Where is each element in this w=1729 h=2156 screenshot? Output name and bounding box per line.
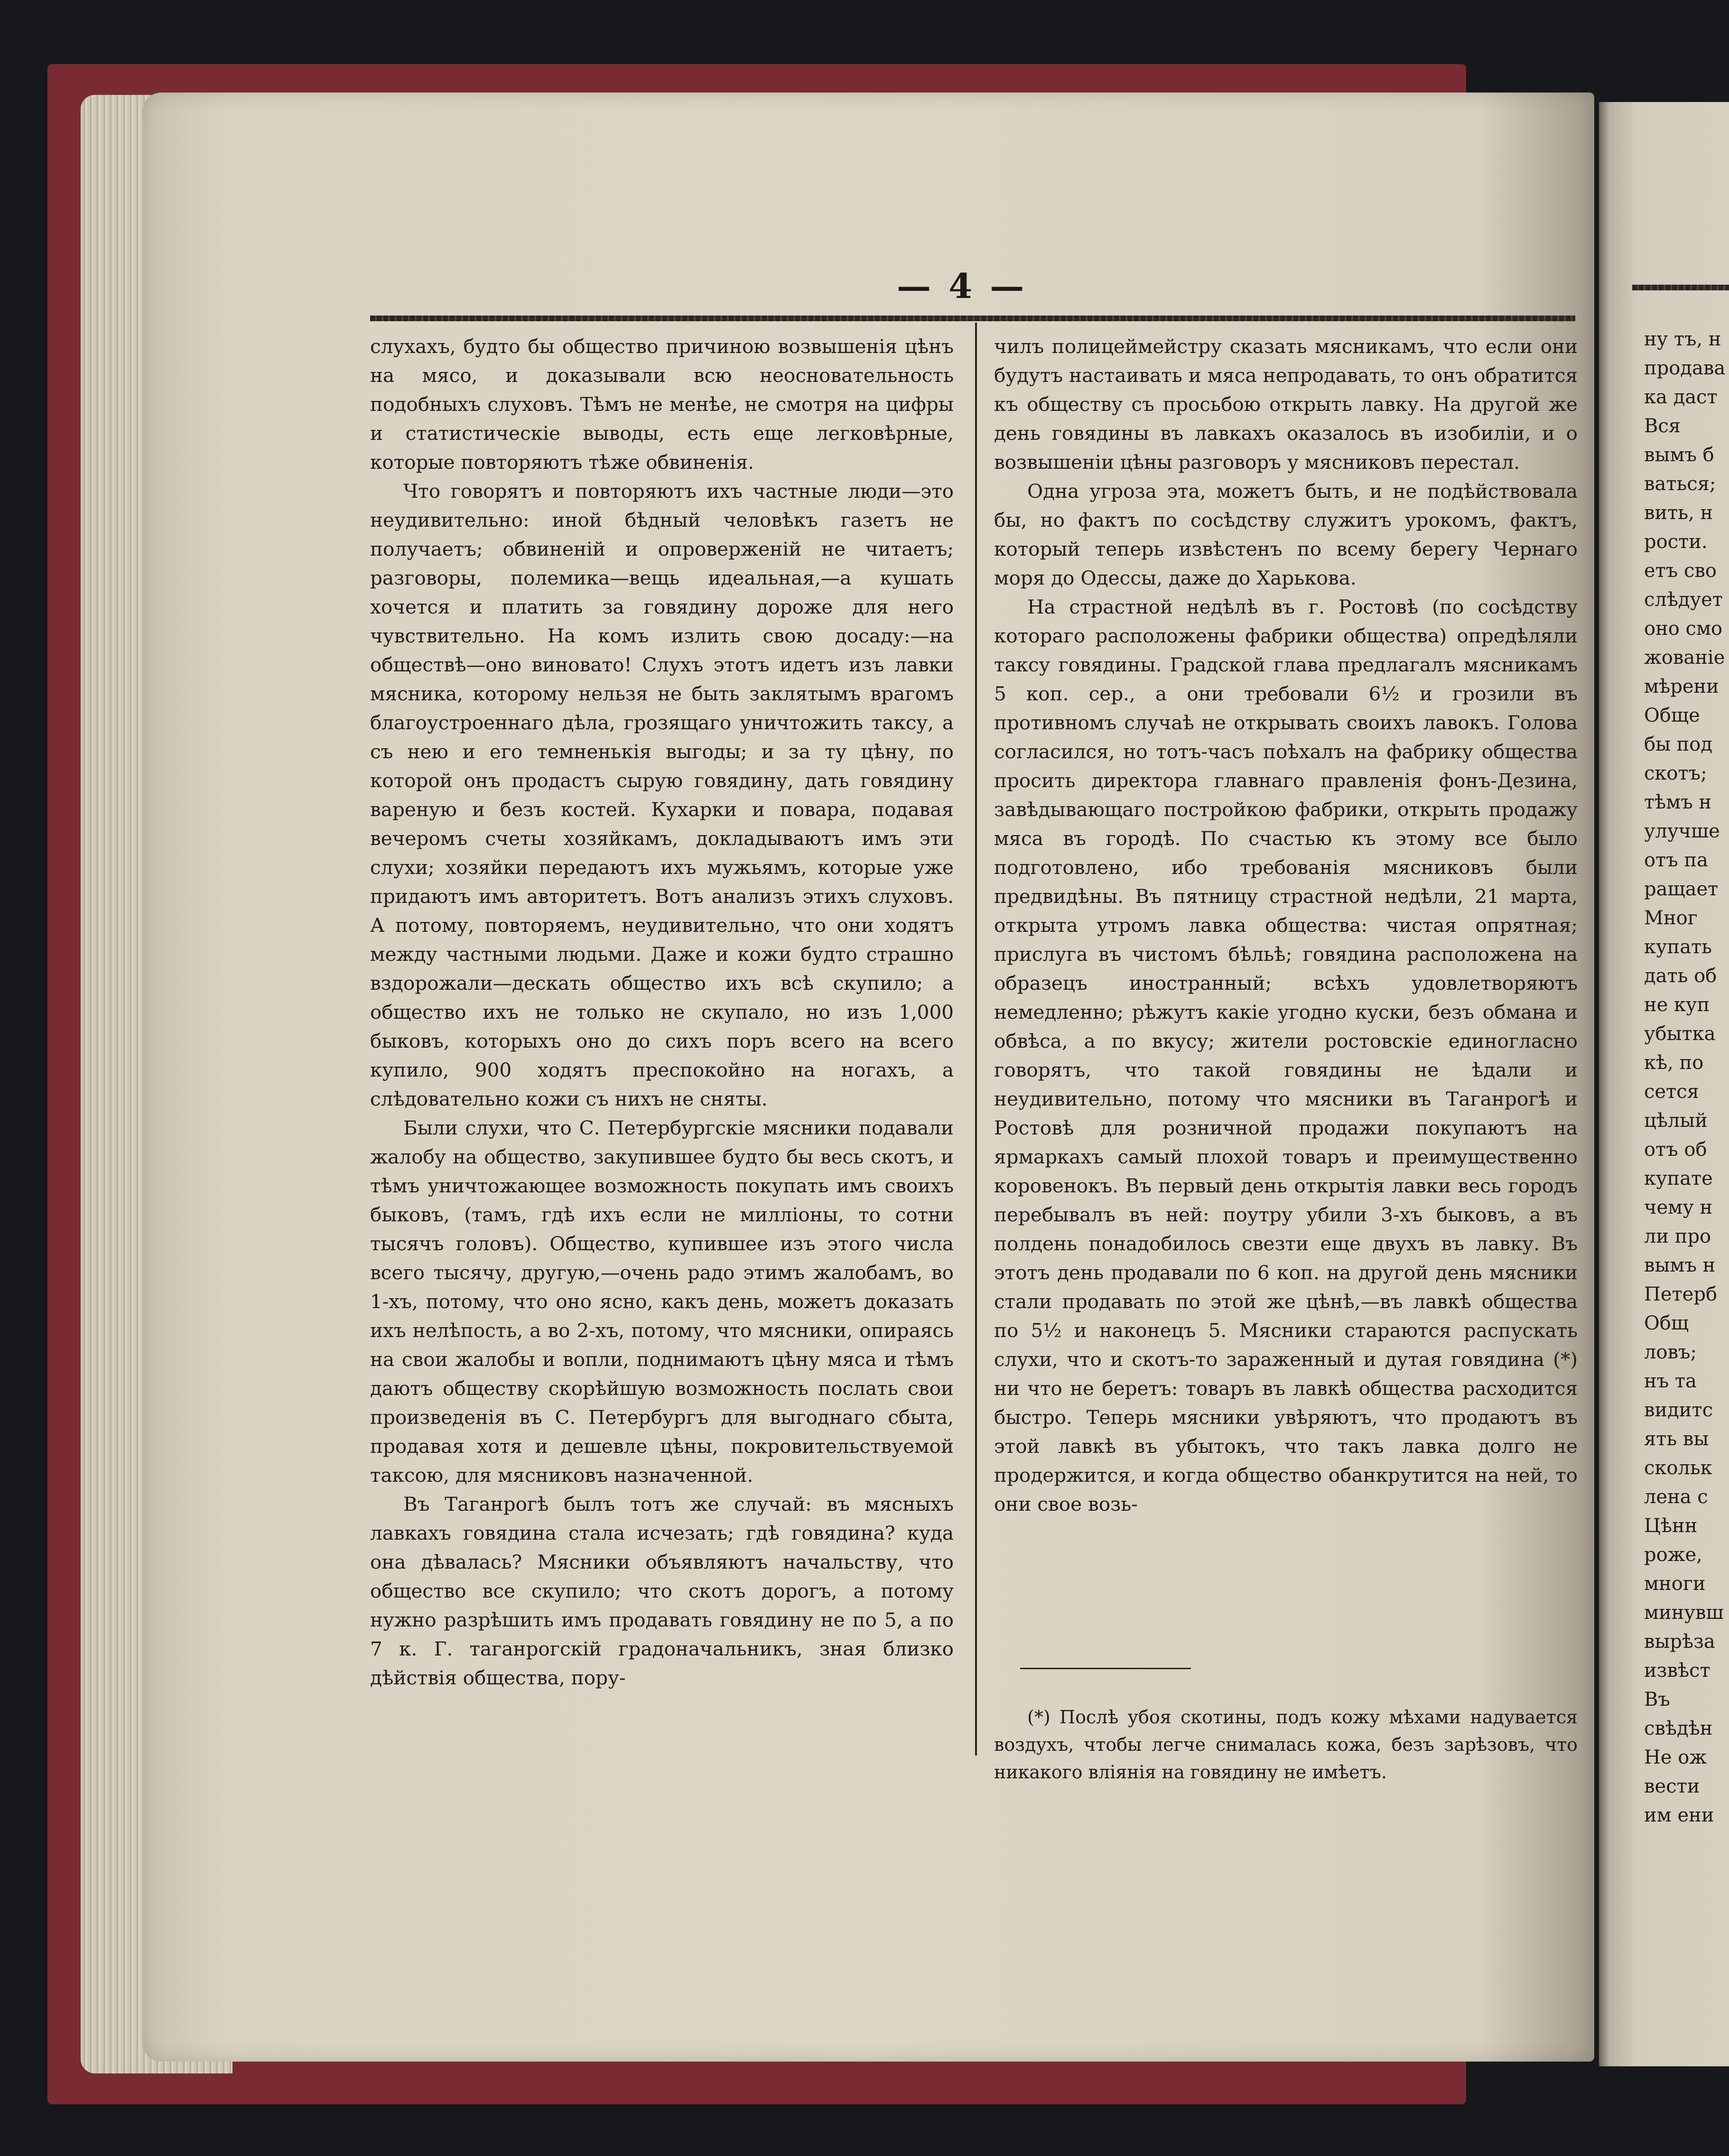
paragraph: Въ Таганрогѣ былъ тотъ же случай: въ мясныхъ лавкахъ говядина стала исчезать; гдѣ говядина? куда она дѣвалась? Мясники объявляютъ начальству, что общество все скупило; что скотъ дорогъ, а потому нужно разрѣшить имъ продавать говядину не по 5, а по 7 к. Г. таганрогскій градоначальникъ, зная близко дѣйствія общества, пору- xyxy=(370,1493,954,1689)
right-page-line: сется xyxy=(1644,1081,1699,1103)
right-page-line: жованіе xyxy=(1644,647,1725,669)
right-page-rule xyxy=(1632,285,1729,290)
header-rule xyxy=(370,316,1575,321)
right-column xyxy=(994,332,1578,1519)
right-page-line: чему н xyxy=(1644,1197,1713,1218)
right-page-line: Въ xyxy=(1644,1689,1670,1710)
right-page-line: скотъ; xyxy=(1644,762,1707,784)
right-page-line: мѣрени xyxy=(1644,676,1719,697)
right-page-line: продава xyxy=(1644,357,1726,379)
right-page-line: слѣдует xyxy=(1644,589,1723,611)
right-page-line: ловъ; xyxy=(1644,1341,1697,1363)
paragraph: Что говорятъ и повторяютъ ихъ частные люди—это неудивительно: иной бѣдный человѣкъ газетъ не получаетъ; обвиненій и опроверженій не читаетъ; разговоры, полемика—вещь идеальная,—а кушать хочется и платить за говядину дороже для него чувствительно. На комъ излить свою досаду:—на обществѣ—оно виновато! Слухъ этотъ идетъ изъ лавки мясника, которому нельзя не быть заклятымъ врагомъ благоустроеннаго дѣла, грозящаго уничтожить таксу, а съ нею и его темненькія выгоды; и за ту цѣну, по которой онъ продастъ сырую говядину, дать говядину вареную и безъ костей. Кухарки и повара, подавая вечеромъ счеты хозяйкамъ, докладываютъ имъ эти слухи; хозяйки передаютъ ихъ мужьямъ, которые уже придаютъ имъ авторитетъ. Вотъ анализъ этихъ слуховъ. А потому, повторяемъ, неудивительно, что они ходятъ между частными людьми. Даже и кожи будто страшно вздорожали—дескать общество ихъ всѣ скупило; а общество ихъ не только не скупало, но изъ 1,000 быковъ, которыхъ оно до сихъ поръ всего на всего купило, 900 ходятъ преспокойно на ногахъ, а слѣдовательно кожи съ нихъ не сняты. xyxy=(370,480,954,1110)
paragraph: На страстной недѣлѣ въ г. Ростовѣ (по сосѣдству котораго расположены фабрики общества) опредѣляли таксу говядины. Градской глава предлагалъ мясникамъ 5 коп. сер., а они требовали 6½ и грозили въ противномъ случаѣ не открывать своихъ лавокъ. Голова согласился, но тотъ-часъ поѣхалъ на фабрику общества просить директора главнаго правленія фонъ-Дезина, завѣдывающаго постройкою фабрики, открыть продажу мяса въ городѣ. По счастью къ этому все было подготовлено, ибо требованія мясниковъ были предвидѣны. Въ пятницу страстной недѣли, 21 марта, открыта утромъ лавка общества: чистая опрятная; прислуга въ чистомъ бѣльѣ; говядина расположена на образецъ иностранный; всѣхъ удовлетворяютъ немедленно; рѣжутъ какіе угодно куски, безъ обмана и обвѣса, а по вкусу; жители ростовскіе единогласно говорятъ, что такой говядины не ѣдали и неудивительно, потому что мясники въ Таганрогѣ и Ростовѣ для розничной продажи покупаютъ на ярмаркахъ самый плохой товаръ и преимущественно коровенокъ. Въ первый день открытія лавки весь городъ перебывалъ въ ней: поутру убили 3-хъ быковъ, а въ полдень понадобилось свезти еще двухъ въ лавку. Въ этотъ день продавали по 6 коп. на другой день мясники стали продавать по этой же цѣнѣ,—въ лавкѣ общества по 5½ и наконецъ 5. Мясники стараются распускать слухи, что и скотъ-то зараженный и дутая говядина (*) ни что не беретъ: товаръ въ лавкѣ общества расходится быстро. Теперь мясники увѣряютъ, что продаютъ въ этой лавкѣ въ убытокъ, что такъ лавка долго не продержится, и когда общество обанкрутится на ней, то они свое возь- xyxy=(994,595,1578,1515)
right-page-line: отъ об xyxy=(1644,1139,1707,1161)
right-page-line: многи xyxy=(1644,1573,1706,1595)
footnote: (*) Послѣ убоя скотины, подъ кожу мѣхами надувается воздухъ, чтобы легче снималась кожа, безъ зарѣзовъ, что никакого вліянія на говядину не имѣетъ. xyxy=(994,1707,1578,1783)
right-page-line: ну тъ, н xyxy=(1644,328,1721,350)
right-page-line: не куп xyxy=(1644,994,1710,1016)
paragraph: чилъ полицеймейстру сказать мясникамъ, что если они будутъ настаивать и мяса непродавать, то онъ обратится къ обществу съ просьбою открыть лавку. На другой же день говядины въ лавкахъ оказалось въ изобиліи, и о возвышеніи цѣны разговоръ у мясниковъ перестал. xyxy=(994,335,1578,474)
right-page-line: Обще xyxy=(1644,705,1700,726)
right-page-line: роже, xyxy=(1644,1544,1702,1566)
right-page-partial xyxy=(1599,102,1729,2066)
right-page-line: улучше xyxy=(1644,820,1720,842)
right-page-line: отъ па xyxy=(1644,849,1708,871)
right-page-line: цѣлый xyxy=(1644,1110,1708,1132)
right-page-line: свѣдѣн xyxy=(1644,1718,1713,1739)
paragraph: Были слухи, что С. Петербургскіе мясники подавали жалобу на общество, закупившее будто бы весь скотъ, и тѣмъ уничтожающее возможность покупать имъ своихъ быковъ, (тамъ, гдѣ ихъ если не милліоны, то сотни тысячъ головъ). Общество, купившее изъ этого числа всего тысячу, другую,—очень радо этимъ жалобамъ, во 1-хъ, потому, что оно ясно, какъ день, можетъ доказать ихъ нелѣпость, а во 2-хъ, потому, что мясники, опираясь на свои жалобы и вопли, поднимаютъ цѣну мяса и тѣмъ даютъ обществу скорѣйшую возможность послать свои произведенія въ С. Петербургъ для выгоднаго сбыта, продавая хотя и дешевле цѣны, покровительствуемой таксою, для мясниковъ назначенной. xyxy=(370,1116,954,1487)
right-page-line: вести xyxy=(1644,1775,1700,1797)
right-page-line: им ени xyxy=(1644,1804,1714,1826)
right-page-line: ращает xyxy=(1644,878,1719,900)
right-page-line: минувш xyxy=(1644,1602,1724,1624)
footnote-rule xyxy=(1020,1668,1191,1669)
right-page-line: ваться; xyxy=(1644,473,1716,495)
column-divider xyxy=(975,323,977,1756)
paragraph: слухахъ, будто бы общество причиною возвышенія цѣнъ на мясо, и доказывали всю неосновательность подобныхъ слуховъ. Тѣмъ не менѣе, не смотря на цифры и статистическіе выводы, есть еще легковѣрные, которые повторяютъ тѣже обвиненія. xyxy=(370,335,954,474)
right-page-line: етъ сво xyxy=(1644,560,1717,582)
right-page-line: кѣ, по xyxy=(1644,1052,1704,1074)
right-page-line: Не ож xyxy=(1644,1747,1707,1768)
right-page-line: вымъ б xyxy=(1644,444,1714,466)
right-page-line: дать об xyxy=(1644,965,1717,987)
right-page-line: ка даст xyxy=(1644,386,1718,408)
right-page-line: Петерб xyxy=(1644,1283,1718,1305)
page-number: — 4 — xyxy=(897,266,1027,306)
right-page-line: Общ xyxy=(1644,1312,1689,1334)
right-page-line: убытка xyxy=(1644,1023,1716,1045)
right-page-line: вырѣза xyxy=(1644,1631,1715,1653)
right-page-line: купать xyxy=(1644,936,1712,958)
right-page-text xyxy=(1644,325,1729,1830)
right-page-line: ять вы xyxy=(1644,1428,1709,1450)
right-page-line: купате xyxy=(1644,1168,1713,1190)
right-page-line: ли про xyxy=(1644,1226,1711,1247)
right-page-line: лена с xyxy=(1644,1486,1708,1508)
right-page-line: Мног xyxy=(1644,907,1698,929)
right-page-line: тѣмъ н xyxy=(1644,791,1712,813)
left-column xyxy=(370,332,954,1692)
right-page-line: вить, н xyxy=(1644,502,1713,524)
right-page-line: Вся xyxy=(1644,415,1681,437)
right-page-line: бы под xyxy=(1644,734,1713,755)
right-page-line: вымъ н xyxy=(1644,1255,1716,1276)
right-page-line: извѣст xyxy=(1644,1660,1710,1682)
right-page-line: скольк xyxy=(1644,1457,1712,1479)
right-page-line: оно смо xyxy=(1644,618,1723,640)
paragraph: Одна угроза эта, можетъ быть, и не подѣйствовала бы, но фактъ по сосѣдству служитъ урокомъ, фактъ, который теперь извѣстенъ по всему берегу Чернаго моря до Одессы, даже до Харькова. xyxy=(994,480,1578,589)
right-page-line: видитс xyxy=(1644,1399,1713,1421)
right-page-line: нъ та xyxy=(1644,1370,1697,1392)
right-page-line: Цѣнн xyxy=(1644,1515,1698,1537)
right-page-line: рости. xyxy=(1644,531,1708,553)
